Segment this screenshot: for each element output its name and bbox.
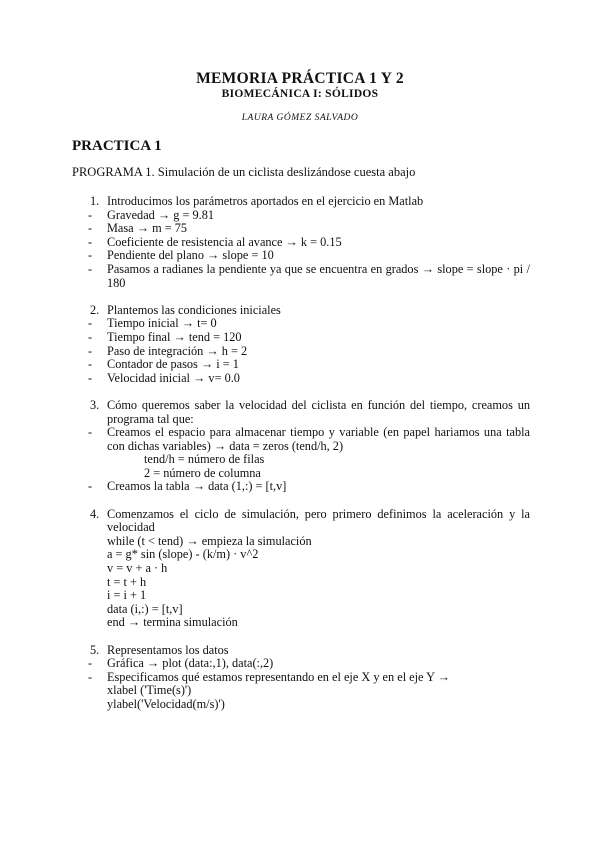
sub-note: 2 = número de columna: [144, 465, 261, 480]
code-line: data (i,:) = [t,v]: [107, 601, 183, 616]
code-line: end → termina simulación: [107, 615, 238, 630]
list-item-text: Gráfica → plot (data:,1), data(:,2): [107, 656, 274, 671]
list-marker: -: [88, 357, 93, 372]
list-item-text: Pasamos a radianes la pendiente ya que se encuentra en grados → slope = slope · pi / 180: [107, 261, 530, 290]
document-subtitle: BIOMECÁNICA I: SÓLIDOS: [221, 88, 379, 100]
section-heading: [88, 399, 530, 426]
list-item-text: Masa → m = 75: [107, 221, 188, 236]
list-item: [88, 358, 530, 372]
section-heading: [88, 195, 530, 209]
document-author: LAURA GÓMEZ SALVADO: [241, 113, 359, 123]
list-item: [88, 209, 530, 223]
list-marker: -: [88, 221, 93, 236]
code-line: xlabel ('Time(s)'): [107, 683, 192, 698]
section-heading: [88, 508, 530, 535]
section-5: [88, 644, 530, 712]
list-item: [88, 263, 530, 290]
list-item-text: Paso de integración → h = 2: [107, 343, 248, 358]
section-4: [88, 508, 530, 630]
section-2: [88, 304, 530, 386]
section-heading: [88, 304, 530, 318]
section-heading: [88, 644, 530, 658]
list-item-text: Velocidad inicial → v= 0.0: [107, 370, 240, 385]
list-item-text: Pendiente del plano → slope = 10: [107, 248, 274, 263]
document-body: [88, 195, 530, 725]
section-1: [88, 195, 530, 290]
list-item: [88, 426, 530, 453]
list-item-text: Coeficiente de resistencia al avance → k = 0.15: [107, 234, 342, 249]
list-item-text: Tiempo final → tend = 120: [107, 329, 242, 344]
sub-note: tend/h = número de filas: [144, 452, 265, 467]
list-marker: -: [88, 669, 93, 684]
section-heading-text: Plantemos las condiciones iniciales: [107, 302, 281, 317]
list-item: [88, 657, 530, 671]
list-marker: -: [88, 370, 93, 385]
list-marker: -: [88, 261, 93, 276]
list-marker: -: [88, 656, 93, 671]
list-item: [88, 331, 530, 345]
practice-heading: PRACTICA 1: [72, 138, 162, 154]
list-item: [88, 372, 530, 386]
list-item-text: Especificamos qué estamos representando en el eje X y en el eje Y →: [107, 669, 450, 684]
list-marker: -: [88, 248, 93, 263]
section-number: 4.: [90, 506, 100, 521]
section-number: 3.: [90, 397, 100, 412]
document-title: MEMORIA PRÁCTICA 1 Y 2: [196, 70, 404, 87]
list-marker: -: [88, 234, 93, 249]
list-marker: -: [88, 329, 93, 344]
list-item: [88, 345, 530, 359]
list-item-text: Creamos la tabla → data (1,:) = [t,v]: [107, 479, 287, 494]
list-item: [88, 480, 530, 494]
list-marker: -: [88, 316, 93, 331]
code-line: i = i + 1: [107, 588, 147, 603]
program-title: PROGRAMA 1. Simulación de un ciclista deslizándose cuesta abajo: [72, 165, 416, 179]
list-item-text: Creamos el espacio para almacenar tiempo y variable (en papel hariamos una tabla con dichas variables) → data = zeros (tend/h, 2): [107, 425, 530, 453]
list-marker: -: [88, 207, 93, 222]
section-heading-text: Comenzamos el ciclo de simulación, pero primero definimos la aceleración y la velocidad: [107, 506, 530, 535]
list-item: [88, 236, 530, 250]
list-marker: -: [88, 343, 93, 358]
code-line: ylabel('Velocidad(m/s)'): [107, 696, 225, 711]
list-item-text: Tiempo inicial → t= 0: [107, 316, 217, 331]
section-heading-text: Representamos los datos: [107, 642, 229, 657]
list-marker: -: [88, 425, 93, 440]
list-item-text: Gravedad → g = 9.81: [107, 207, 214, 222]
section-3: [88, 399, 530, 494]
list-item: [88, 249, 530, 263]
code-line: t = t + h: [107, 574, 147, 589]
list-item-text: Contador de pasos → i = 1: [107, 357, 239, 372]
list-item: [88, 671, 530, 685]
section-heading-text: Cómo queremos saber la velocidad del ciclista en función del tiempo, creamos un programa tal que:: [107, 397, 530, 426]
code-line: v = v + a · h: [107, 561, 168, 576]
section-number: 2.: [90, 302, 100, 317]
list-item: [88, 317, 530, 331]
section-heading-text: Introducimos los parámetros aportados en el ejercicio en Matlab: [107, 194, 424, 208]
list-marker: -: [88, 479, 93, 494]
list-item: [88, 222, 530, 236]
code-line: a = g* sin (slope) - (k/m) · v^2: [107, 547, 259, 562]
section-number: 5.: [90, 642, 100, 657]
code-line: while (t < tend) → empieza la simulación: [107, 533, 312, 548]
section-number: 1.: [90, 194, 100, 208]
